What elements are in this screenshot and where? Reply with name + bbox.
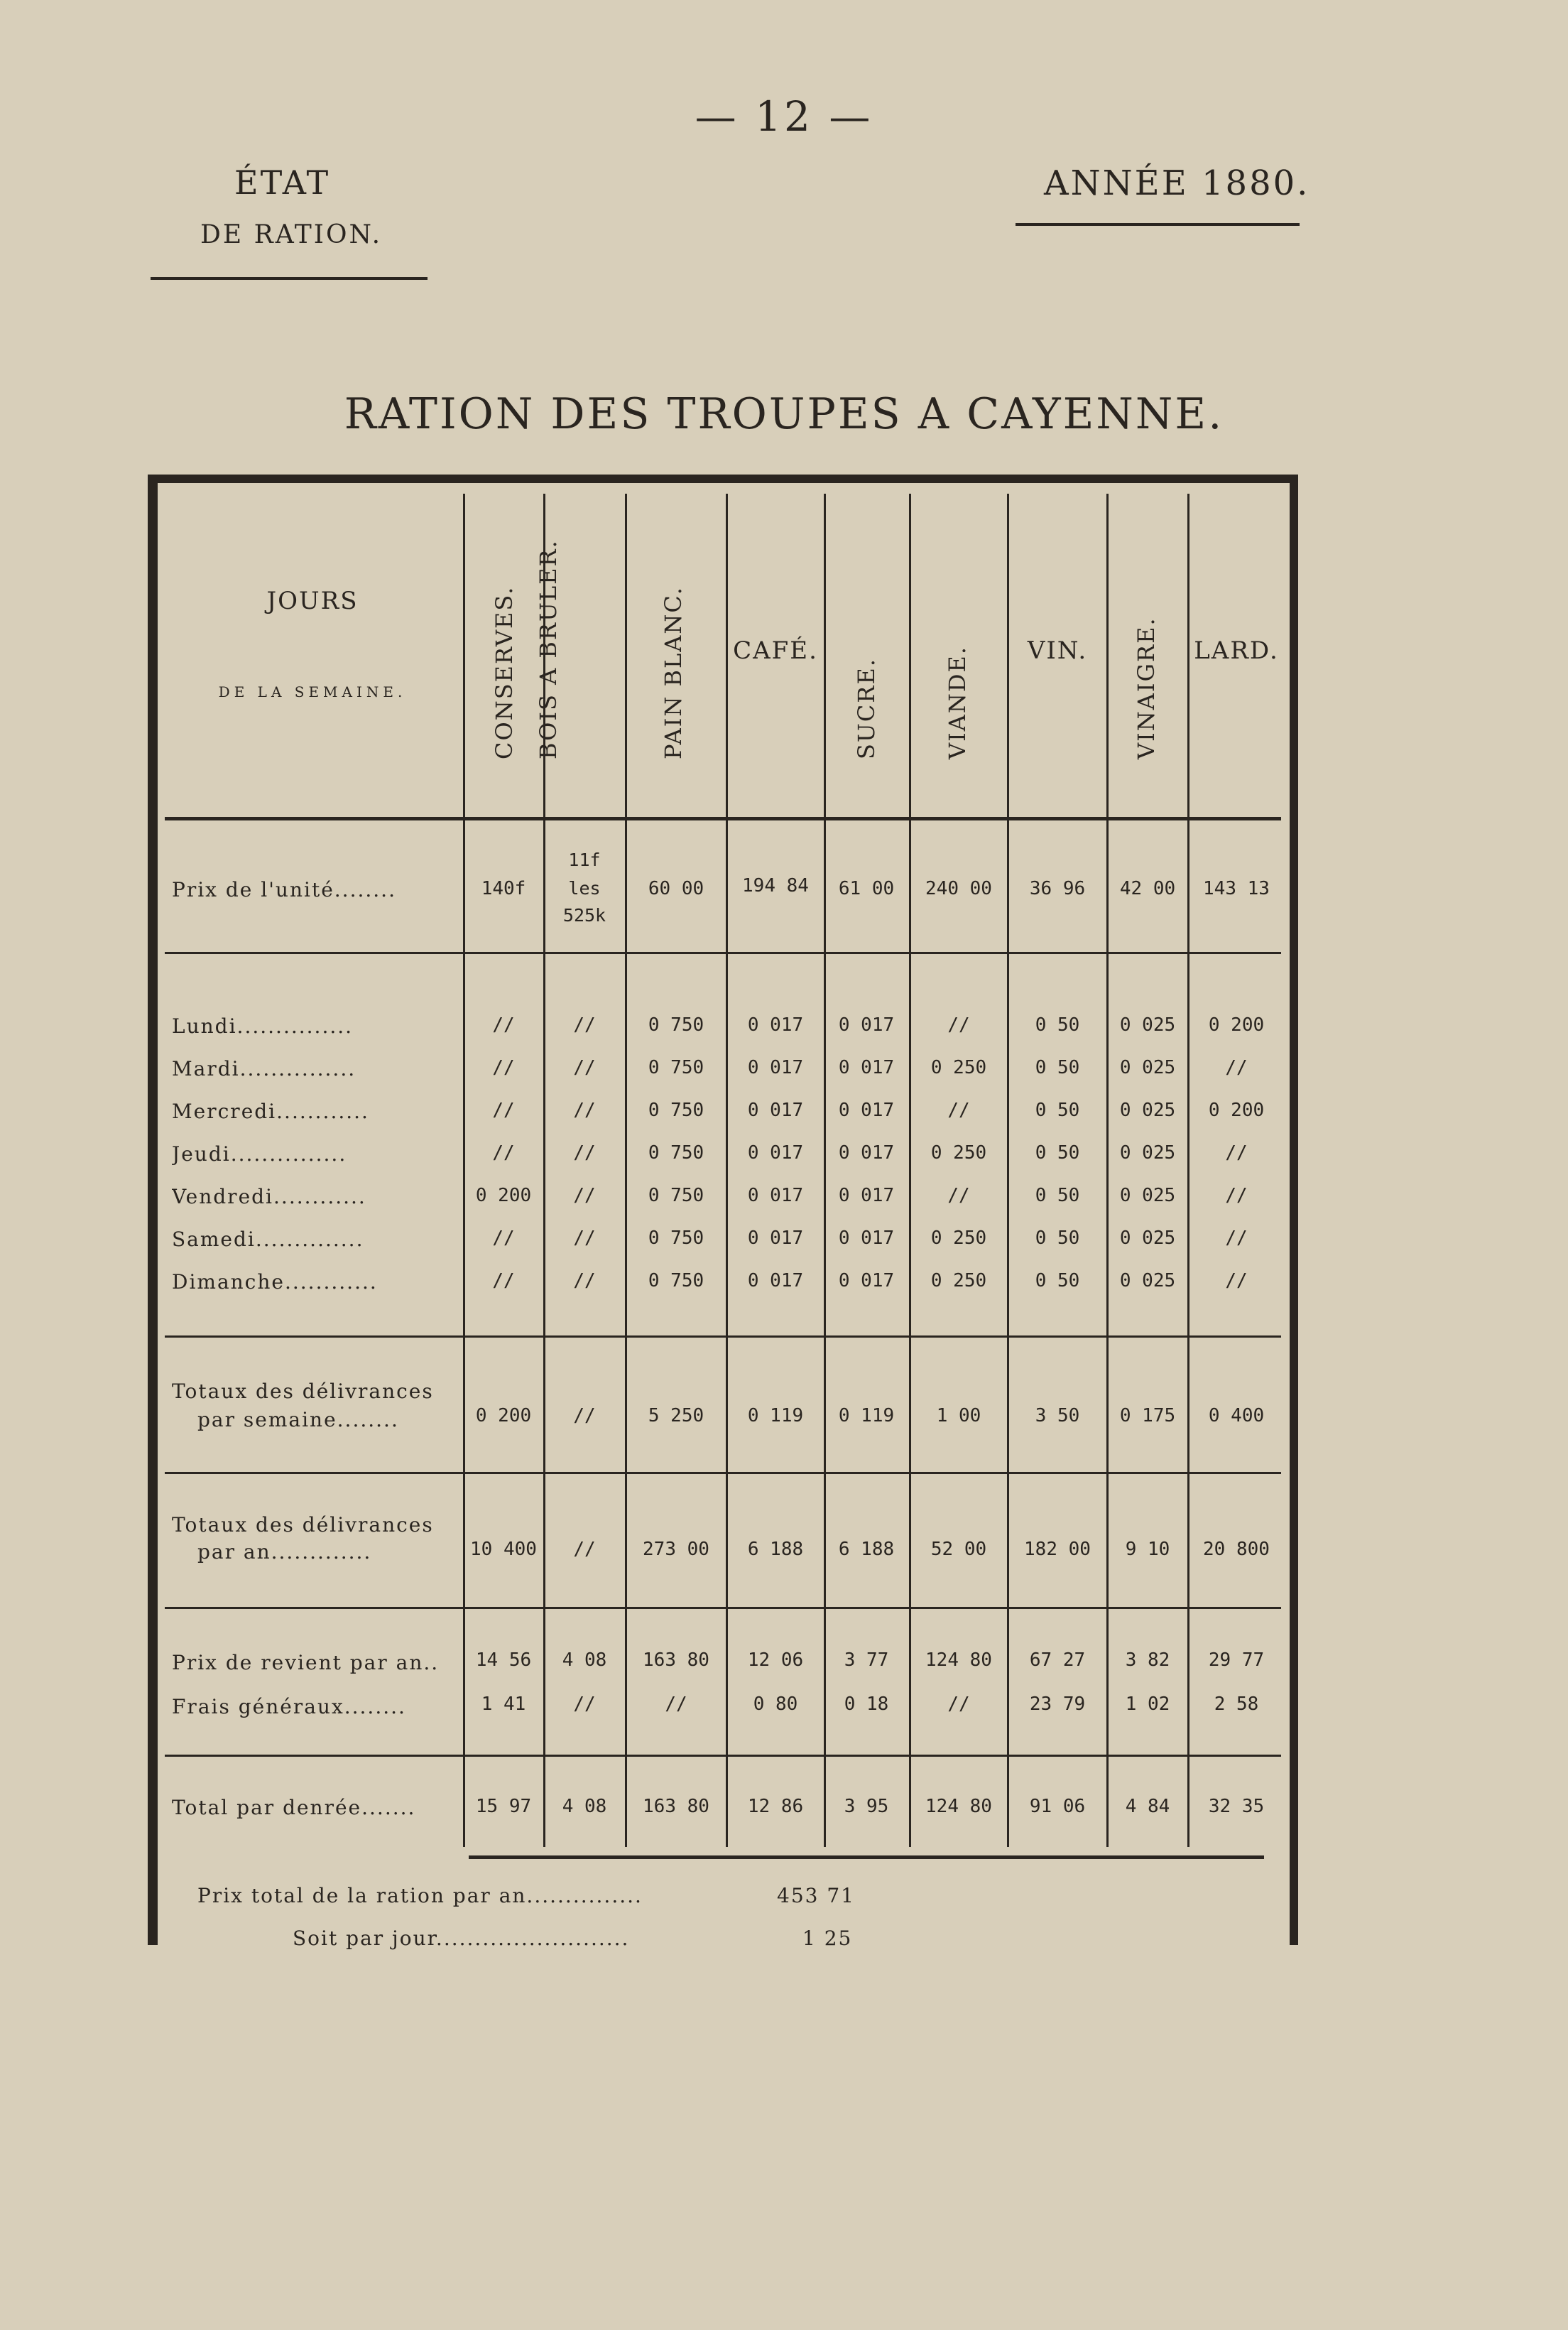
cell: // [573,1228,596,1249]
cell: 0 250 [930,1228,987,1249]
header-rule [165,817,1281,820]
cell: 0 50 [1035,1228,1080,1249]
cell: 2 58 [1214,1694,1259,1715]
page-title: RATION DES TROUPES A CAYENNE. [344,389,1224,439]
col-divider [824,494,826,1847]
cell: 3 95 [844,1796,889,1817]
cell: 124 80 [925,1796,992,1817]
col-pain: PAIN BLANC. [660,586,687,759]
cell: 32 35 [1208,1796,1265,1817]
header-etat: ÉTAT [234,163,331,202]
col-divider [1106,494,1109,1847]
cell: 15 97 [475,1796,532,1817]
cell: // [947,1014,970,1036]
col-cafe: CAFÉ. [733,636,818,665]
cell: 3 50 [1035,1405,1080,1426]
corner-jours: JOURS [266,587,359,615]
par-jour-label: Soit par jour......................... [293,1927,630,1950]
row-label-prix-revient: Prix de revient par an.. [172,1651,440,1674]
cell: // [573,1057,596,1078]
corner-semaine: DE LA SEMAINE. [218,683,407,700]
col-vinaigre: VINAIGRE. [1133,617,1160,759]
row-label-frais-generaux: Frais généraux........ [172,1695,406,1718]
cell: 5 250 [648,1405,704,1426]
cell: // [947,1185,970,1206]
cell: 0 025 [1119,1142,1176,1164]
cell: 1 41 [481,1694,526,1715]
cell: 0 750 [648,1228,704,1249]
cell: 0 250 [930,1057,987,1078]
cell: 12 86 [747,1796,804,1817]
cell: 0 017 [747,1185,804,1206]
cell: 0 750 [648,1270,704,1291]
cell: 23 79 [1029,1694,1086,1715]
cell: 0 025 [1119,1270,1176,1291]
col-divider [909,494,911,1847]
cell: // [492,1014,515,1036]
cell: 0 50 [1035,1014,1080,1036]
cell: les [568,878,601,899]
cell: // [492,1270,515,1291]
col-lard: LARD. [1194,636,1279,665]
cell: 0 017 [747,1270,804,1291]
cell: 0 017 [838,1057,895,1078]
cell: 0 750 [648,1100,704,1121]
cell: // [492,1057,515,1078]
cell: 12 06 [747,1649,804,1671]
cell: 0 80 [753,1694,798,1715]
cell: 0 017 [838,1185,895,1206]
cell: 29 77 [1208,1649,1265,1671]
cell: 61 00 [838,878,895,899]
cell: // [1225,1185,1248,1206]
cell: 0 400 [1208,1405,1265,1426]
cell: 0 175 [1119,1405,1176,1426]
cell: 0 200 [475,1185,532,1206]
cell: 0 250 [930,1142,987,1164]
cell: 4 08 [562,1796,607,1817]
page-number: — 12 — [695,92,873,141]
total-swash [469,1855,1264,1859]
cell: 0 50 [1035,1185,1080,1206]
cell: // [573,1694,596,1715]
col-divider [463,494,465,1847]
section-rule [165,952,1281,954]
cell: 9 10 [1125,1539,1170,1560]
cell: 0 017 [838,1014,895,1036]
cell: 0 200 [1208,1100,1265,1121]
cell: 0 250 [930,1270,987,1291]
header-left-rule [151,277,428,280]
row-label: Mardi............... [172,1057,356,1080]
header-right-rule [1016,223,1300,226]
col-sucre: SUCRE. [853,658,880,759]
cell: 0 750 [648,1057,704,1078]
cell: 0 017 [747,1057,804,1078]
col-divider [1187,494,1189,1847]
cell: 0 50 [1035,1142,1080,1164]
cell: 0 017 [838,1142,895,1164]
row-label: Samedi.............. [172,1228,364,1251]
cell: 10 400 [470,1539,537,1560]
cell: 0 017 [747,1142,804,1164]
cell: 0 119 [747,1405,804,1426]
row-label-totaux-an-2: par an............. [197,1540,372,1564]
cell: 42 00 [1119,878,1176,899]
cell: 3 77 [844,1649,889,1671]
row-label-totaux-an-1: Totaux des délivrances [172,1513,434,1537]
cell: 0 750 [648,1142,704,1164]
cell: 273 00 [643,1539,709,1560]
cell: 20 800 [1203,1539,1270,1560]
cell: // [573,1405,596,1426]
row-label: Mercredi............ [172,1100,369,1123]
cell: 0 017 [747,1100,804,1121]
cell: 0 017 [838,1100,895,1121]
col-bois: BOIS A BRULER. [535,539,562,759]
cell: // [573,1270,596,1291]
col-conserves: CONSERVES. [491,585,518,759]
cell: // [1225,1057,1248,1078]
cell: 194 84 [742,875,809,896]
col-vin: VIN. [1027,636,1088,665]
cell: 3 82 [1125,1649,1170,1671]
cell: 0 50 [1035,1270,1080,1291]
cell: 6 188 [747,1539,804,1560]
cell: // [492,1142,515,1164]
cell: 0 017 [747,1014,804,1036]
col-divider [1007,494,1009,1847]
row-label: Jeudi............... [172,1142,347,1166]
cell: 0 017 [838,1228,895,1249]
row-label-prix-unite: Prix de l'unité........ [172,878,396,901]
cell: 0 200 [1208,1014,1265,1036]
cell: 0 017 [747,1228,804,1249]
section-rule [165,1472,1281,1474]
section-rule [165,1755,1281,1757]
row-label: Dimanche............ [172,1270,378,1294]
col-viande: VIANDE. [944,645,971,759]
cell: 0 025 [1119,1014,1176,1036]
cell: 60 00 [648,878,704,899]
cell: // [573,1185,596,1206]
cell: // [573,1142,596,1164]
row-label: Lundi............... [172,1014,354,1038]
cell: 11f [568,850,601,870]
cell: 0 750 [648,1185,704,1206]
row-label-total-denree: Total par denrée....... [172,1796,416,1819]
section-rule [165,1607,1281,1609]
section-rule [165,1335,1281,1338]
cell: 163 80 [643,1649,709,1671]
cell: // [665,1694,687,1715]
cell: 140f [481,878,526,899]
cell: 14 56 [475,1649,532,1671]
cell: 0 18 [844,1694,889,1715]
cell: 52 00 [930,1539,987,1560]
cell: // [947,1100,970,1121]
cell: // [1225,1270,1248,1291]
cell: // [1225,1142,1248,1164]
cell: // [492,1100,515,1121]
row-label-totaux-semaine-1: Totaux des délivrances [172,1380,434,1403]
prix-total-value: 453 71 [777,1884,855,1907]
cell: 1 00 [936,1405,981,1426]
par-jour-value: 1 25 [802,1927,853,1950]
cell: // [1225,1228,1248,1249]
col-divider [625,494,627,1847]
cell: 1 02 [1125,1694,1170,1715]
prix-total-label: Prix total de la ration par an............... [197,1884,643,1907]
cell: 163 80 [643,1796,709,1817]
cell: 36 96 [1029,878,1086,899]
cell: 0 50 [1035,1100,1080,1121]
cell: 0 025 [1119,1100,1176,1121]
cell: 4 84 [1125,1796,1170,1817]
cell: // [573,1014,596,1036]
cell: // [573,1100,596,1121]
cell: 124 80 [925,1649,992,1671]
cell: 0 025 [1119,1185,1176,1206]
cell: 0 025 [1119,1228,1176,1249]
cell: // [492,1228,515,1249]
cell: 240 00 [925,878,992,899]
cell: 0 119 [838,1405,895,1426]
row-label: Vendredi............ [172,1185,366,1208]
cell: 0 750 [648,1014,704,1036]
cell: 4 08 [562,1649,607,1671]
cell: 182 00 [1024,1539,1091,1560]
cell: 0 50 [1035,1057,1080,1078]
cell: 143 13 [1203,878,1270,899]
cell: // [573,1539,596,1560]
cell: 6 188 [838,1539,895,1560]
cell: 0 017 [838,1270,895,1291]
row-label-totaux-semaine-2: par semaine........ [197,1408,399,1431]
cell: // [947,1694,970,1715]
cell: 91 06 [1029,1796,1086,1817]
header-annee: ANNÉE 1880. [1044,163,1310,203]
header-de-ration: DE RATION. [200,220,383,249]
cell: 525k [562,905,606,926]
col-divider [726,494,728,1847]
cell: 0 200 [475,1405,532,1426]
cell: 0 025 [1119,1057,1176,1078]
cell: 67 27 [1029,1649,1086,1671]
